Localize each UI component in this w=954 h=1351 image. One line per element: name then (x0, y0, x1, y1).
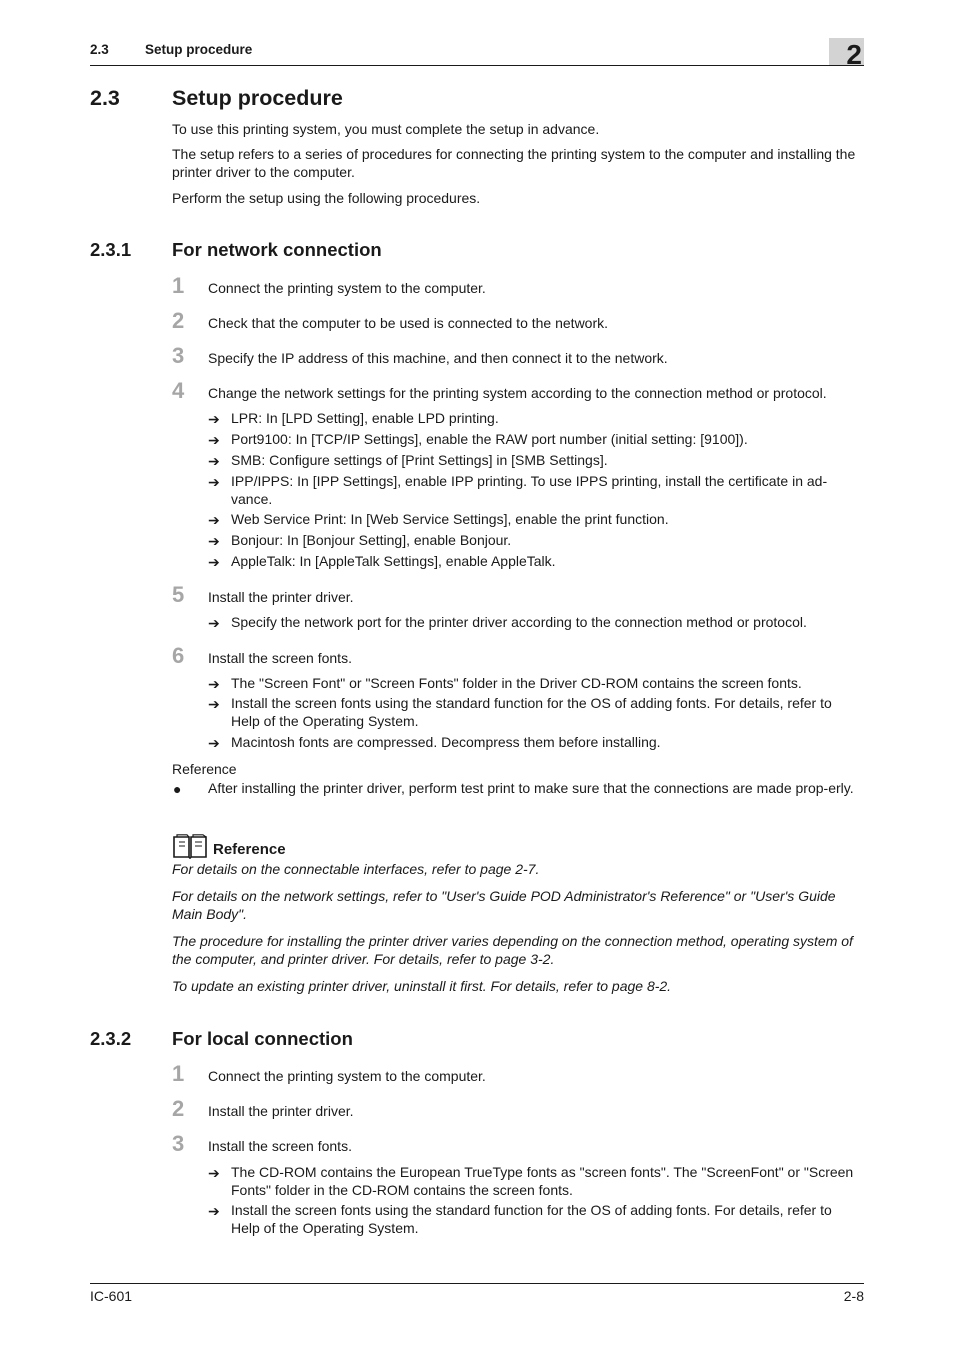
substep-text: The "Screen Font" or "Screen Fonts" folder in the Driver CD-ROM contains the screen fonts. (231, 675, 802, 691)
step-number: 1 (172, 1061, 185, 1086)
step-number: 2 (172, 1096, 185, 1121)
substep-text: Web Service Print: In [Web Service Settings], enable the print function. (231, 511, 669, 527)
arrow-icon: ➔ (208, 735, 220, 751)
step-text: Change the network settings for the printing system according to the connection method or protocol. (208, 385, 827, 401)
arrow-icon: ➔ (208, 1203, 220, 1219)
arrow-icon: ➔ (208, 1165, 220, 1181)
intro-paragraph: The setup refers to a series of procedures for connecting the printing system to the computer and installing the printer driver to the computer. (172, 146, 856, 180)
book-icon (172, 834, 208, 860)
step-number: 2 (172, 308, 185, 333)
subsection-number: 2.3.1 (90, 239, 132, 260)
step-text: Install the screen fonts. (208, 1138, 352, 1154)
running-header-number: 2.3 (90, 42, 109, 57)
step-text: Connect the printing system to the computer. (208, 280, 486, 296)
substep-text: LPR: In [LPD Setting], enable LPD printing. (231, 410, 499, 426)
step-number: 1 (172, 273, 185, 298)
step-number: 3 (172, 1131, 185, 1156)
arrow-icon: ➔ (208, 615, 220, 631)
substep-text: Install the screen fonts using the standard function for the OS of adding fonts. For details, refer to Help of the Operating System. (231, 1202, 832, 1236)
arrow-icon: ➔ (208, 453, 220, 469)
reference-label: Reference (172, 761, 237, 777)
substep-text: Install the screen fonts using the standard function for the OS of adding fonts. For details, refer to Help of the Operating System. (231, 695, 832, 729)
arrow-icon: ➔ (208, 696, 220, 712)
step-number: 4 (172, 378, 185, 403)
arrow-icon: ➔ (208, 432, 220, 448)
step-text: Check that the computer to be used is connected to the network. (208, 315, 609, 331)
running-header-title: Setup procedure (145, 42, 253, 57)
step-text: Install the screen fonts. (208, 650, 352, 666)
substep-text: Bonjour: In [Bonjour Setting], enable Bonjour. (231, 532, 512, 548)
reference-note: To update an existing printer driver, uninstall it first. For details, refer to page 8-2. (172, 978, 672, 994)
substep-text: AppleTalk: In [AppleTalk Settings], enable AppleTalk. (231, 553, 556, 569)
substep-text: Specify the network port for the printer driver according to the connection method or protocol. (231, 614, 807, 630)
subsection-title: For network connection (172, 239, 382, 260)
substep-text: SMB: Configure settings of [Print Settings] in [SMB Settings]. (231, 452, 608, 468)
subsection-number: 2.3.2 (90, 1028, 132, 1049)
subsection-title: For local connection (172, 1028, 353, 1049)
arrow-icon: ➔ (208, 676, 220, 692)
chapter-badge: 2 (829, 38, 864, 65)
section-number: 2.3 (90, 86, 120, 110)
step-text: Specify the IP address of this machine, and then connect it to the network. (208, 350, 668, 366)
arrow-icon: ➔ (208, 533, 220, 549)
intro-paragraph: To use this printing system, you must complete the setup in advance. (172, 121, 600, 137)
step-text: Install the printer driver. (208, 1103, 354, 1119)
arrow-icon: ➔ (208, 554, 220, 570)
step-text: Connect the printing system to the computer. (208, 1068, 486, 1084)
header-divider (90, 65, 864, 66)
step-number: 3 (172, 343, 185, 368)
step-number: 6 (172, 643, 185, 668)
arrow-icon: ➔ (208, 474, 220, 490)
footer-page-number: 2-8 (843, 1288, 864, 1304)
arrow-icon: ➔ (208, 411, 220, 427)
reference-title: Reference (213, 841, 286, 858)
step-number: 5 (172, 582, 185, 607)
reference-note: For details on the network settings, refer to "User's Guide POD Administrator's Reference" or "User's Guide Main Body". (172, 888, 836, 922)
reference-note: The procedure for installing the printer driver varies depending on the connection method, operating system of the computer, and printer driver. For details, refer to page 3-2. (172, 933, 853, 967)
reference-bullet-text: After installing the printer driver, perform test print to make sure that the connections are made prop-erly. (208, 780, 854, 796)
substep-text: The CD-ROM contains the European TrueType fonts as "screen fonts". The "ScreenFont" or "Screen Fonts" folder in the CD-ROM contains the screen fonts. (231, 1164, 854, 1198)
substep-text: Port9100: In [TCP/IP Settings], enable the RAW port number (initial setting: [9100]). (231, 431, 748, 447)
step-text: Install the printer driver. (208, 589, 354, 605)
footer-model: IC-601 (90, 1288, 133, 1304)
substep-text: Macintosh fonts are compressed. Decompress them before installing. (231, 734, 661, 750)
intro-paragraph: Perform the setup using the following procedures. (172, 190, 481, 206)
substep-text: IPP/IPPS: In [IPP Settings], enable IPP printing. To use IPPS printing, install the certificate in ad-vance. (231, 473, 828, 507)
bullet-icon: ● (173, 781, 182, 797)
section-title: Setup procedure (172, 86, 343, 110)
arrow-icon: ➔ (208, 512, 220, 528)
footer-divider (90, 1283, 864, 1284)
reference-note: For details on the connectable interfaces, refer to page 2-7. (172, 861, 540, 877)
